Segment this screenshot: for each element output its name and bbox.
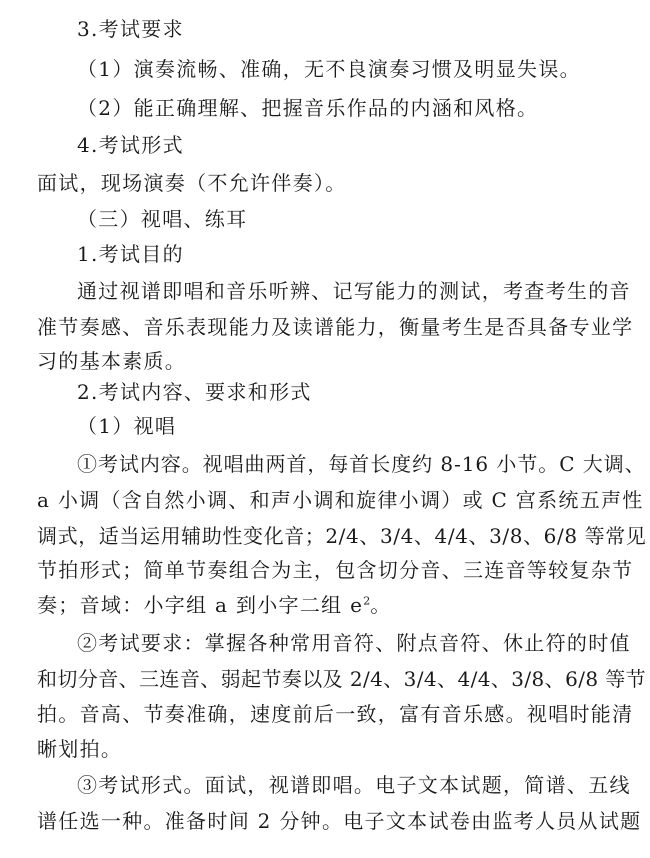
paragraph-line: 习的基本素质。 <box>37 349 187 373</box>
heading-content-requirements-format: 2.考试内容、要求和形式 <box>77 380 312 404</box>
requirement-item-2: （2）能正确理解、把握音乐作品的内涵和风格。 <box>77 96 539 120</box>
heading-exam-requirements: 3.考试要求 <box>77 17 184 41</box>
subheading-sight-singing: （1）视唱 <box>77 414 177 438</box>
paragraph-line: 晰划拍。 <box>37 737 123 761</box>
paragraph-line: 通过视谱即唱和音乐听辨、记写能力的测试，考查考生的音 <box>77 279 631 303</box>
range-text: 奏；音域：小字组 a 到小字二组 e <box>37 593 364 617</box>
paragraph-line: 准节奏感、音乐表现能力及读谱能力，衡量考生是否具备专业学 <box>37 315 634 339</box>
paragraph-line: ①考试内容。视唱曲两首，每首长度约 8-16 小节。C 大调、 <box>77 452 646 476</box>
paragraph-line-range <box>37 591 392 619</box>
range-end: 。 <box>370 593 392 617</box>
paragraph-line: ③考试形式。面试，视谱即唱。电子文本试题，简谱、五线 <box>77 773 631 797</box>
paragraph-line: ②考试要求：掌握各种常用音符、附点音符、休止符的时值 <box>77 631 631 655</box>
heading-exam-purpose: 1.考试目的 <box>77 242 184 266</box>
paragraph-line: 和切分音、三连音、弱起节奏以及 2/4、3/4、4/4、3/8、6/8 等节 <box>37 667 647 691</box>
exam-format-text: 面试，现场演奏（不允许伴奏）。 <box>37 171 347 195</box>
heading-exam-format: 4.考试形式 <box>77 133 184 157</box>
requirement-item-1: （1）演奏流畅、准确，无不良演奏习惯及明显失误。 <box>77 57 581 81</box>
paragraph-line: a 小调（含自然小调、和声小调和旋律小调）或 C 宫系统五声性 <box>37 488 644 512</box>
paragraph-line: 拍。音高、节奏准确，速度前后一致，富有音乐感。视唱时能清 <box>37 702 634 726</box>
paragraph-line: 谱任选一种。准备时间 2 分钟。电子文本试卷由监考人员从试题 <box>37 809 642 833</box>
superscript: 2 <box>363 594 371 608</box>
section-heading-sight-singing: （三）视唱、练耳 <box>77 207 248 231</box>
paragraph-line: 调式，适当运用辅助性变化音；2/4、3/4、4/4、3/8、6/8 等常见 <box>37 524 647 548</box>
paragraph-line: 节拍形式；简单节奏组合为主，包含切分音、三连音等较复杂节 <box>37 558 634 582</box>
